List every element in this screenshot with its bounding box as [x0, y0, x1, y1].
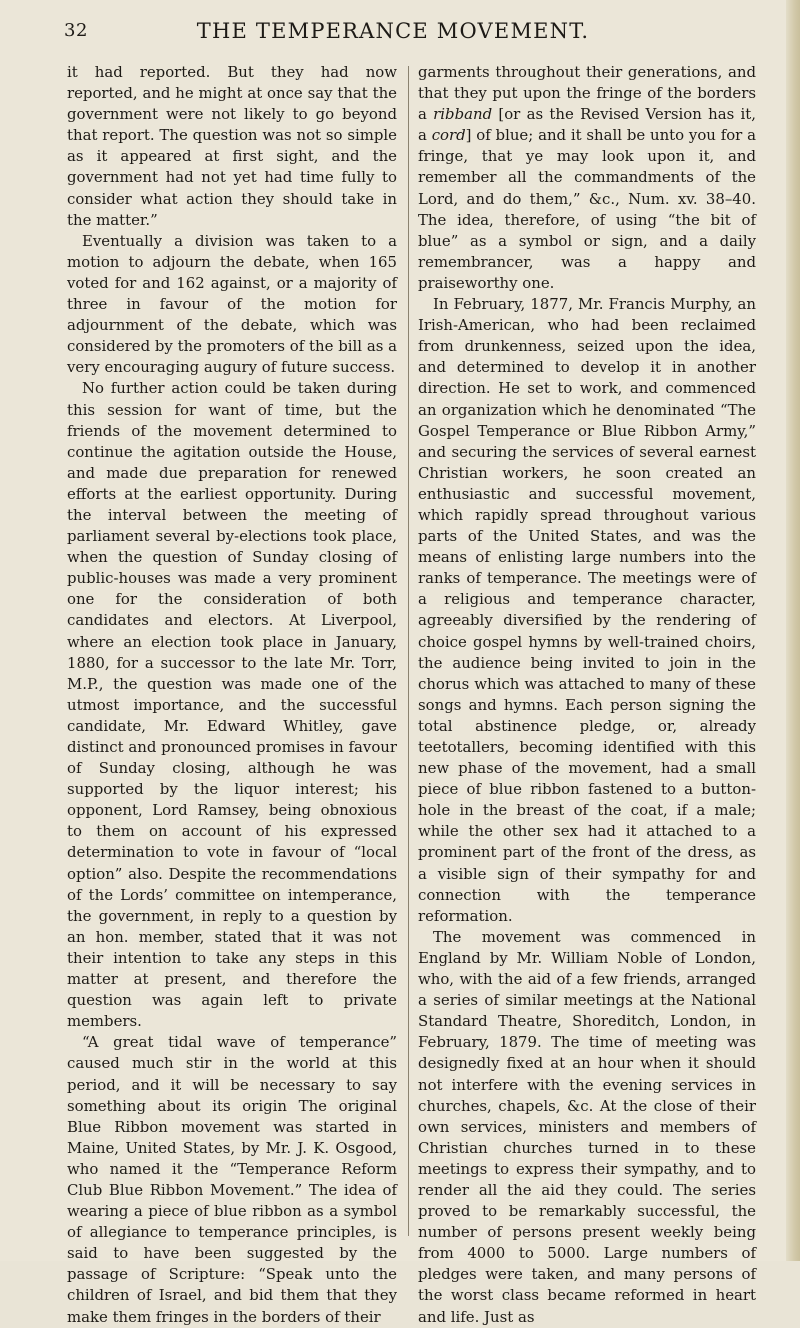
italic-word: ribband [433, 105, 493, 124]
running-head: THE TEMPERANCE MOVEMENT. [196, 19, 590, 43]
text-run: ] of blue; and it shall be unto you for a fringe, that ye may look upon it, and remember all the commandments of the Lord, and do them,” &c., Num. xv. 38–40. The idea, therefore, of using “the bit of blue” as a symbol or sign, and a daily remembrancer, was a happy and praiseworthy one. [418, 126, 756, 292]
paragraph: it had reported. But they had now reported, and he might at once say that the government were not likely to go beyond that report. The question was not so simple as it appeared at first sight, and the government had not yet had time fully to consider what action they should take in the matter.” [67, 63, 397, 229]
page-edge [786, 0, 800, 1261]
paragraph: “A great tidal wave of temperance” caused much stir in the world at this period, and it will be necessary to say something about its origin The original Blue Ribbon movement was started in Maine, United States, by Mr. J. K. Osgood, who named it the “Temperance Reform Club Blue Ribbon Movement.” The idea of wearing a piece of blue ribbon as a symbol of allegiance to temperance principles, is said to have been suggested by the passage of Scripture: “Speak unto the children of Israel, and bid them that they make them fringes in the borders of their [67, 1033, 397, 1326]
paragraph: No further action could be taken during this session for want of time, but the friends of the movement determined to continue the agitation outside the House, and made due preparation for renewed efforts at the earliest opportunity. During the interval between the meeting of parliament several by-elections took place, when the question of Sunday closing of public-houses was made a very prominent one for the consideration of both candidates and electors. At Liverpool, where an election took place in January, 1880, for a successor to the late Mr. Torr, M.P., the question was made one of the utmost importance, and the successful candidate, Mr. Edward Whitley, gave distinct and pronounced promises in favour of Sunday closing, although he was supported by the liquor interest; his opponent, Lord Ramsey, being obnoxious to them on account of his expressed determination to vote in favour of “local option” also. Despite the recommendations of the Lords’ committee on intemperance, the government, in reply to a question by an hon. member, stated that it was not their intention to take any steps in this matter at present, and therefore the question was again left to private members. [67, 379, 397, 1031]
italic-word: cord [431, 126, 466, 145]
paragraph: Eventually a division was taken to a motion to adjourn the debate, when 165 voted for and 162 against, or a majority of three in favour of the motion for adjournment of the debate, which was considered by the promoters of the bill as a very encouraging augury of future success. [67, 231, 397, 377]
text-run: garments throughout their generations, and that they put upon the fringe of the borders a [418, 63, 756, 124]
right-column [418, 62, 756, 1328]
left-column [67, 62, 397, 1328]
column-rule [408, 66, 409, 1236]
page-number: 32 [64, 20, 88, 41]
paragraph-continued [418, 62, 756, 294]
paragraph: In February, 1877, Mr. Francis Murphy, an Irish-American, who had been reclaimed from drunkenness, seized upon the idea, and determined to develop it in another direction. He set to work, and commenced an organization which he denominated “The Gospel Temperance or Blue Ribbon Army,” and securing the services of several earnest Christian workers, he soon created an enthusiastic and successful movement, which rapidly spread throughout various parts of the United States, and was the means of enlisting large numbers into the ranks of temperance. The meetings were of a religious and temperance character, agreeably diversified by the rendering of choice gospel hymns by well-trained choirs, the audience being invited to join in the chorus which was attached to many of these songs and hymns. Each person signing the total abstinence pledge, or, already teetotallers, becoming identified with this new phase of the movement, had a small piece of blue ribbon fastened to a button-hole in the breast of the coat, if a male; while the other sex had it attached to a prominent part of the front of the dress, as a visible sign of their sympathy for and connection with the temperance reformation. [418, 295, 756, 925]
paragraph: The movement was commenced in England by Mr. William Noble of London, who, with the aid of a few friends, arranged a series of similar meetings at the National Standard Theatre, Shoreditch, London, in February, 1879. The time of meeting was designedly fixed at an hour when it should not interfere with the evening services in churches, chapels, &c. At the close of their own services, ministers and members of Christian churches turned in to these meetings to express their sympathy, and to render all the aid they could. The series proved to be remarkably successful, the number of persons present weekly being from 4000 to 5000. Large numbers of pledges were taken, and many persons of the worst class became reformed in heart and life. Just as [418, 927, 756, 1326]
text-run: [or as the Revised Version has it, a [418, 105, 756, 145]
